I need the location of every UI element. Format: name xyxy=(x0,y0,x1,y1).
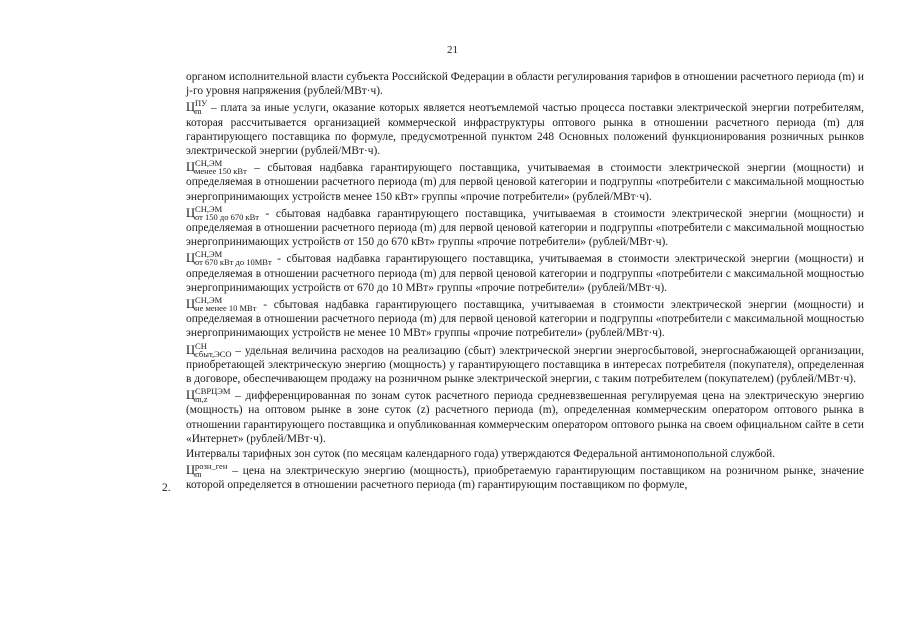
formula-symbol: Ц xyxy=(186,100,196,115)
paragraph xyxy=(186,447,864,461)
formula-symbol: Ц xyxy=(186,297,196,312)
paragraph-text: Интервалы тарифных зон суток (по месяцам календарного года) утверждаются Федеральной антимонопольной службой. xyxy=(186,448,776,461)
page-number: 21 xyxy=(447,44,458,56)
formula-superscript: СН,ЭМ xyxy=(195,203,223,214)
document-body xyxy=(186,70,864,493)
paragraph xyxy=(186,159,864,204)
formula-indices xyxy=(195,462,227,478)
formula-superscript: ПУ xyxy=(195,98,208,109)
formula-indices xyxy=(195,99,207,115)
formula-symbol: Ц xyxy=(186,205,196,220)
formula-indices xyxy=(195,342,232,358)
formula-subscript: не менее 10 МВт xyxy=(195,303,257,314)
paragraph xyxy=(186,296,864,341)
formula-subscript: m xyxy=(195,106,202,117)
paragraph xyxy=(186,70,864,98)
paragraph-text: - сбытовая надбавка гарантирующего поставщика, учитываемая в стоимости электрической энергии (мощности) и определяемая в отношении расчетного периода (m) для первой ценовой категории и подгруппы «потребители с максимальной мощностью энергопринимающих устройств от 670 до 10 МВт» группы «прочие потребители» (рублей/МВт·ч). xyxy=(186,253,864,294)
formula-superscript: СН,ЭМ xyxy=(195,249,223,260)
formula-superscript: СН xyxy=(195,340,207,351)
formula-superscript: СН,ЭМ xyxy=(195,295,223,306)
formula-subscript: от 670 кВт до 10МВт xyxy=(195,257,272,268)
list-item-number: 2. xyxy=(162,482,171,494)
paragraph xyxy=(186,99,864,158)
formula-subscript: от 150 до 670 кВт xyxy=(195,211,259,222)
formula-superscript: розн_ген xyxy=(195,461,228,472)
paragraph-text: - сбытовая надбавка гарантирующего поставщика, учитываемая в стоимости электрической энергии (мощности) и определяемая в отношении расчетного периода (m) для первой ценовой категории и подгруппы «потребители с максимальной мощностью энергопринимающих устройств не менее 10 МВт» группы «прочие потребители» (рублей/МВт·ч). xyxy=(186,299,864,340)
formula-symbol: Ц xyxy=(186,160,196,175)
formula-symbol: Ц xyxy=(186,251,196,266)
formula-indices xyxy=(195,159,247,175)
paragraph-text: – плата за иные услуги, оказание которых является неотъемлемой частью процесса поставки электрической энергии потребителям, которая рассчитывается организацией коммерческой инфраструктуры оптового рынка в отношении расчетного периода (m) для гарантирующего поставщика по формуле, предусмотренной пунктом 248 Основных положений функционирования розничных рынков электрической энергии (рублей/МВт·ч). xyxy=(186,102,864,158)
paragraph xyxy=(186,462,864,492)
formula-indices xyxy=(195,296,256,312)
paragraph-text: – дифференцированная по зонам суток расчетного периода средневзвешенная регулируемая цена на электрическую энергию (мощность) на оптовом рынке в зоне суток (z) расчетного периода (m), определенная коммерческим оператором оптового рынка в отношении гарантирующего поставщика и опубликованная коммерческим оператором оптового рынка на своем официальном сайте в сети «Интернет» (рублей/МВт·ч). xyxy=(186,390,864,445)
paragraph-text: органом исполнительной власти субъекта Российской Федерации в области регулирования тарифов в отношении расчетного периода (m) и j-го уровня напряжения (рублей/МВт·ч). xyxy=(186,71,864,98)
paragraph-text: – сбытовая надбавка гарантирующего поставщика, учитываемая в стоимости электрической энергии (мощности) и определяемая в отношении расчетного периода (m) для первой ценовой категории и подгруппы «потребители с максимальной мощностью энергопринимающих устройств менее 150 кВт» группы «прочие потребители» (рублей/МВт·ч). xyxy=(186,162,864,203)
paragraph xyxy=(186,387,864,446)
formula-subscript: менее 150 кВт xyxy=(195,166,247,177)
formula-subscript: m,z xyxy=(195,394,208,405)
formula-subscript: m xyxy=(195,469,202,480)
paragraph xyxy=(186,205,864,250)
formula-superscript: СВРЦЭМ xyxy=(195,386,231,397)
paragraph-text: - сбытовая надбавка гарантирующего поставщика, учитываемая в стоимости электрической энергии (мощности) и определяемая в отношении расчетного периода (m) для первой ценовой категории и подгруппы «потребители с максимальной мощностью энергопринимающих устройств от 150 до 670 кВт» группы «прочие потребители» (рублей/МВт·ч). xyxy=(186,207,864,249)
paragraph-text: – цена на электрическую энергию (мощность), приобретаемую гарантирующим поставщиком на розничном рынке, значение которой определяется в отношении расчетного периода (m) гарантирующим поставщиком по формуле, xyxy=(186,465,864,492)
formula-indices xyxy=(195,387,230,403)
paragraph xyxy=(186,250,864,295)
formula-indices xyxy=(195,205,259,221)
formula-symbol: Ц xyxy=(186,342,196,357)
formula-indices xyxy=(195,250,272,266)
formula-symbol: Ц xyxy=(186,388,196,403)
paragraph xyxy=(186,342,864,387)
formula-symbol: Ц xyxy=(186,463,196,478)
formula-subscript: сбыт,ЭСО xyxy=(195,348,232,359)
formula-superscript: СН,ЭМ xyxy=(195,158,223,169)
paragraph-text: – удельная величина расходов на реализацию (сбыт) электрической энергии энергосбытовой, энергоснабжающей организации, приобретающей электрическую энергию (мощность) у гарантирующего поставщика в интересах потребителя (покупателя), определенная в договоре, обеспечивающем продажу на розничном рынке электрической энергии, с таким потребителем (покупателем) (рублей/МВт·ч). xyxy=(186,344,864,386)
